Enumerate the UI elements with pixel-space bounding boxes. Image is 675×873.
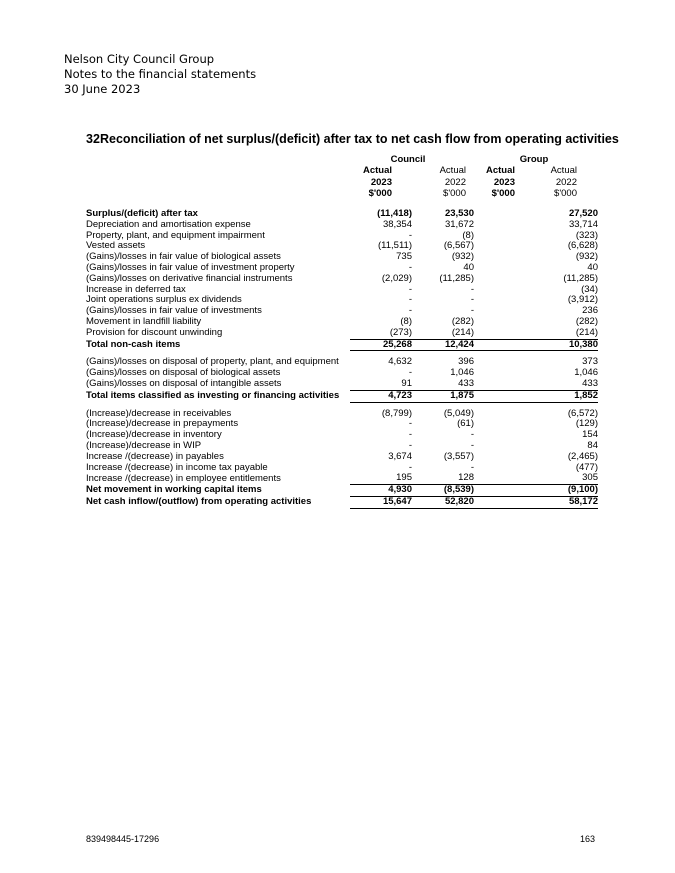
- value-c4: (34): [581, 283, 598, 295]
- row-label: (Increase)/decrease in prepayments: [86, 418, 239, 430]
- value-c1: 91: [350, 379, 412, 390]
- table-row: [86, 220, 598, 231]
- col-heading-line: 2022: [444, 176, 466, 188]
- value-c2: (932): [451, 251, 474, 263]
- col-heading-line: Actual: [362, 165, 392, 176]
- value-c2: 1,046: [450, 367, 474, 379]
- row-label: Increase /(decrease) in payables: [86, 450, 224, 462]
- footer-page-number: 163: [579, 834, 595, 844]
- table-row: [86, 496, 598, 508]
- value-c3: [474, 430, 536, 441]
- value-c4: 305: [536, 473, 598, 484]
- value-c1: 195: [350, 473, 412, 484]
- value-c3: [474, 339, 536, 351]
- table-row: [86, 473, 598, 484]
- value-c1: -: [408, 283, 412, 295]
- value-c2: -: [470, 429, 474, 441]
- note-number: 32: [86, 132, 100, 146]
- value-c1: -: [408, 439, 412, 451]
- col-heading-line: $'000: [368, 188, 392, 199]
- value-c2: 128: [412, 473, 474, 484]
- value-c3: [474, 409, 536, 420]
- col-heading-line: 2022: [555, 176, 577, 188]
- table-row: [86, 328, 598, 339]
- value-c2: (3,557): [443, 450, 474, 462]
- value-c3: [474, 441, 536, 452]
- value-c3: [474, 496, 536, 508]
- row-label: Increase /(decrease) in income tax payable: [86, 461, 268, 473]
- row-label: (Increase)/decrease in inventory: [86, 429, 222, 441]
- value-c4: 1,046: [574, 367, 598, 379]
- value-c2: (61): [457, 418, 474, 430]
- col-heading-line: Actual: [439, 165, 466, 176]
- table-row: [86, 463, 598, 474]
- value-c1: -: [408, 294, 412, 306]
- value-c4: (477): [575, 461, 598, 473]
- row-label: Increase /(decrease) in employee entitlements: [86, 472, 281, 484]
- value-c2: (214): [412, 328, 474, 339]
- value-c4: (11,285): [563, 272, 598, 284]
- row-label: (Gains)/losses on disposal of biological assets: [86, 367, 281, 379]
- table-row: [86, 452, 598, 463]
- value-c1: (273): [350, 328, 412, 339]
- value-c3: [474, 368, 536, 379]
- document-header: [64, 52, 256, 97]
- value-c1: 4,723: [350, 390, 412, 402]
- value-c3: [474, 231, 536, 242]
- value-c4: 84: [587, 439, 598, 451]
- row-label: Movement in landfill liability: [86, 315, 202, 327]
- value-c3: [474, 209, 536, 220]
- reconciliation-table: [86, 209, 598, 509]
- value-c1: (8,799): [381, 407, 412, 419]
- row-label: Provision for discount unwinding: [86, 327, 223, 339]
- value-c3: [474, 419, 536, 430]
- header-date: 30 June 2023: [64, 82, 141, 96]
- value-c1: -: [408, 367, 412, 379]
- row-label: Joint operations surplus ex dividends: [86, 294, 242, 306]
- value-c3: [474, 357, 536, 368]
- value-c3: [474, 263, 536, 274]
- value-c2: (6,567): [443, 240, 474, 252]
- council-group-label: Council: [390, 154, 426, 165]
- group-group-label: Group: [519, 154, 549, 165]
- value-c4: (282): [575, 315, 598, 327]
- value-c4: (3,912): [567, 294, 598, 306]
- note-title: [86, 132, 619, 146]
- value-c1: -: [408, 429, 412, 441]
- row-label: Total non-cash items: [86, 338, 181, 350]
- value-c3: [474, 452, 536, 463]
- value-c1: 15,647: [350, 496, 412, 508]
- row-label: (Gains)/losses in fair value of investments: [86, 305, 262, 317]
- value-c2: (5,049): [443, 407, 474, 419]
- value-c1: 38,354: [382, 218, 412, 230]
- value-c2: 12,424: [412, 339, 474, 351]
- value-c3: [474, 379, 536, 390]
- value-c2: 52,820: [412, 496, 474, 508]
- value-c2: 40: [463, 261, 474, 273]
- col-heading-line: 2023: [370, 176, 392, 188]
- table-row: [86, 231, 598, 242]
- row-label: (Increase)/decrease in receivables: [86, 407, 232, 419]
- value-c3: [474, 241, 536, 252]
- table-row: [86, 274, 598, 285]
- col-heading-line: 2023: [493, 176, 515, 188]
- row-label: Net cash inflow/(outflow) from operating activities: [86, 495, 312, 507]
- value-c4: (2,465): [567, 450, 598, 462]
- value-c1: -: [408, 418, 412, 430]
- col-council-2023: [332, 165, 392, 200]
- value-c4: 58,172: [536, 496, 598, 508]
- value-c2: (8): [462, 229, 474, 241]
- table-row: [86, 485, 598, 497]
- value-c2: (11,285): [439, 272, 474, 284]
- value-c3: [474, 285, 536, 296]
- value-c4: 27,520: [568, 208, 598, 219]
- value-c2: 23,530: [444, 208, 474, 219]
- value-c3: [474, 220, 536, 231]
- col-heading-line: $'000: [491, 188, 515, 199]
- value-c1: -: [408, 461, 412, 473]
- footer-document-id: 839498445-17296: [86, 834, 160, 844]
- value-c3: [474, 463, 536, 474]
- value-c1: 735: [396, 251, 412, 263]
- value-c4: 33,714: [568, 218, 598, 230]
- value-c2: -: [470, 294, 474, 306]
- header-section: Notes to the financial statements: [64, 67, 257, 81]
- row-label: (Gains)/losses on derivative financial instruments: [86, 272, 293, 284]
- row-label: Increase in deferred tax: [86, 283, 186, 295]
- row-label: Net movement in working capital items: [86, 484, 262, 496]
- value-c1: 4,632: [388, 356, 412, 368]
- col-group-2022: [517, 165, 577, 200]
- value-c1: -: [408, 261, 412, 273]
- value-c1: 3,674: [388, 450, 412, 462]
- value-c4: 1,852: [536, 390, 598, 402]
- value-c1: (8): [400, 315, 412, 327]
- col-heading-line: Actual: [485, 165, 515, 176]
- value-c2: -: [470, 283, 474, 295]
- col-heading-line: $'000: [443, 188, 466, 199]
- value-c1: -: [408, 305, 412, 317]
- value-c2: 1,875: [412, 390, 474, 402]
- value-c4: (932): [575, 251, 598, 263]
- col-group-2023: [455, 165, 515, 200]
- row-label: Depreciation and amortisation expense: [86, 218, 251, 230]
- value-c3: [474, 390, 536, 402]
- row-label: (Increase)/decrease in WIP: [86, 439, 202, 451]
- table-total-row: [86, 339, 598, 351]
- value-c2: 31,672: [444, 218, 474, 230]
- value-c2: (8,539): [412, 485, 474, 497]
- col-heading-line: Actual: [550, 165, 577, 176]
- value-c1: -: [408, 229, 412, 241]
- table-row: [86, 379, 598, 390]
- note-title-text: Reconciliation of net surplus/(deficit) after tax to net cash flow from operating activities: [100, 132, 619, 146]
- value-c1: (11,511): [378, 240, 412, 252]
- value-c2: -: [470, 461, 474, 473]
- row-label: (Gains)/losses in fair value of biological assets: [86, 251, 281, 263]
- value-c3: [474, 252, 536, 263]
- value-c1: (2,029): [381, 272, 412, 284]
- value-c1: 4,930: [350, 485, 412, 497]
- value-c4: (129): [575, 418, 598, 430]
- value-c4: 154: [582, 429, 598, 441]
- row-label: (Gains)/losses on disposal of intangible assets: [86, 378, 282, 390]
- value-c2: -: [470, 305, 474, 317]
- header-organisation: Nelson City Council Group: [64, 52, 215, 66]
- value-c3: [474, 274, 536, 285]
- value-c2: (282): [451, 315, 474, 327]
- value-c4: 373: [582, 356, 598, 368]
- table-total-row: [86, 390, 598, 402]
- value-c3: [474, 328, 536, 339]
- row-label: Property, plant, and equipment impairment: [86, 229, 265, 241]
- row-label: Surplus/(deficit) after tax: [86, 208, 198, 219]
- value-c2: -: [470, 439, 474, 451]
- value-c2: 433: [412, 379, 474, 390]
- value-c3: [474, 473, 536, 484]
- value-c4: (6,628): [567, 240, 598, 252]
- col-heading-line: $'000: [554, 188, 577, 199]
- row-label: (Gains)/losses in fair value of investment property: [86, 261, 295, 273]
- value-c3: [474, 295, 536, 306]
- value-c1: 25,268: [350, 339, 412, 351]
- value-c4: 433: [536, 379, 598, 390]
- value-c4: (6,572): [567, 407, 598, 419]
- row-label: Vested assets: [86, 240, 146, 252]
- value-c3: [474, 485, 536, 497]
- value-c1: (11,418): [377, 208, 412, 219]
- value-c2: 396: [458, 356, 474, 368]
- value-c4: (9,100): [536, 485, 598, 497]
- value-c3: [474, 306, 536, 317]
- reconciliation-body: [86, 209, 598, 508]
- value-c4: 10,380: [536, 339, 598, 351]
- value-c4: 236: [582, 305, 598, 317]
- value-c3: [474, 317, 536, 328]
- value-c4: (214): [536, 328, 598, 339]
- value-c4: (323): [575, 229, 598, 241]
- row-label: (Gains)/losses on disposal of property, plant, and equipment: [86, 356, 339, 368]
- value-c4: 40: [587, 261, 598, 273]
- row-label: Total items classified as investing or financing activities: [86, 389, 340, 401]
